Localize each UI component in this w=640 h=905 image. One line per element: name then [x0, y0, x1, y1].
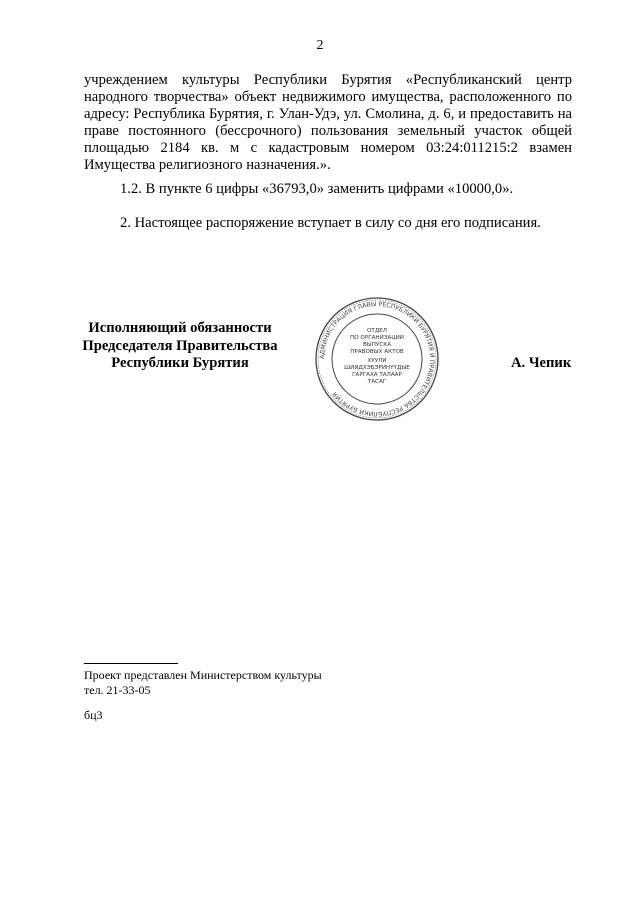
body-paragraph: учреждением культуры Республики Бурятия «Республиканский центр народного творчества» объект недвижимого имущества, расположенного по адресу: Республика Бурятия, г. Улан-Удэ, ул. Смолина, д. 6, и предоставить на праве постоянного (бессрочного) пользования земельный участок общей площадью 2184 кв. м с кадастровым номером 03:24:011215:2 взамен Имущества религиозного назначения.». [84, 72, 572, 173]
signatory-title [78, 320, 282, 373]
footer-code: бц3 [84, 708, 103, 722]
seal-line: ШИИДХЭБЭРИНҮҮДЫЕ [344, 365, 410, 371]
seal-line: ХУУЛИ [367, 358, 387, 364]
seal-line: ПРАВОВЫХ АКТОВ [350, 349, 404, 355]
seal-line: ПО ОРГАНИЗАЦИИ [350, 335, 404, 341]
item-2: 2. Настоящее распоряжение вступает в силу со дня его подписания. [120, 215, 541, 231]
signatory-name: А. Чепик [511, 355, 572, 371]
footer-phone: тел. 21-33-05 [84, 683, 151, 697]
seal-ring-text: АДМИНИСТРАЦИЯ ГЛАВЫ РЕСПУБЛИКИ БУРЯТИЯ И ПРАВИТЕЛЬСТВА РЕСПУБЛИКИ БУРЯТИЯ [318, 300, 436, 418]
item-1-2: 1.2. В пункте 6 цифры «36793,0» заменить цифрами «10000,0». [120, 181, 514, 197]
seal-line: ТАСАГ [367, 379, 387, 385]
signatory-title-line: Республики Бурятия [111, 355, 249, 371]
seal-line: ВЫПУСКА [362, 342, 392, 348]
page-number: 2 [316, 38, 324, 53]
signatory-title-line: Исполняющий обязанности [88, 320, 272, 336]
signatory-title-line: Председателя Правительства [82, 337, 278, 354]
official-seal [314, 296, 440, 422]
footnote-divider [84, 663, 178, 664]
seal-line: ГАРГАХА ТАЛААР [352, 372, 402, 378]
footer-project-line: Проект представлен Министерством культуры [84, 668, 322, 682]
seal-line: ОТДЕЛ [367, 328, 387, 334]
